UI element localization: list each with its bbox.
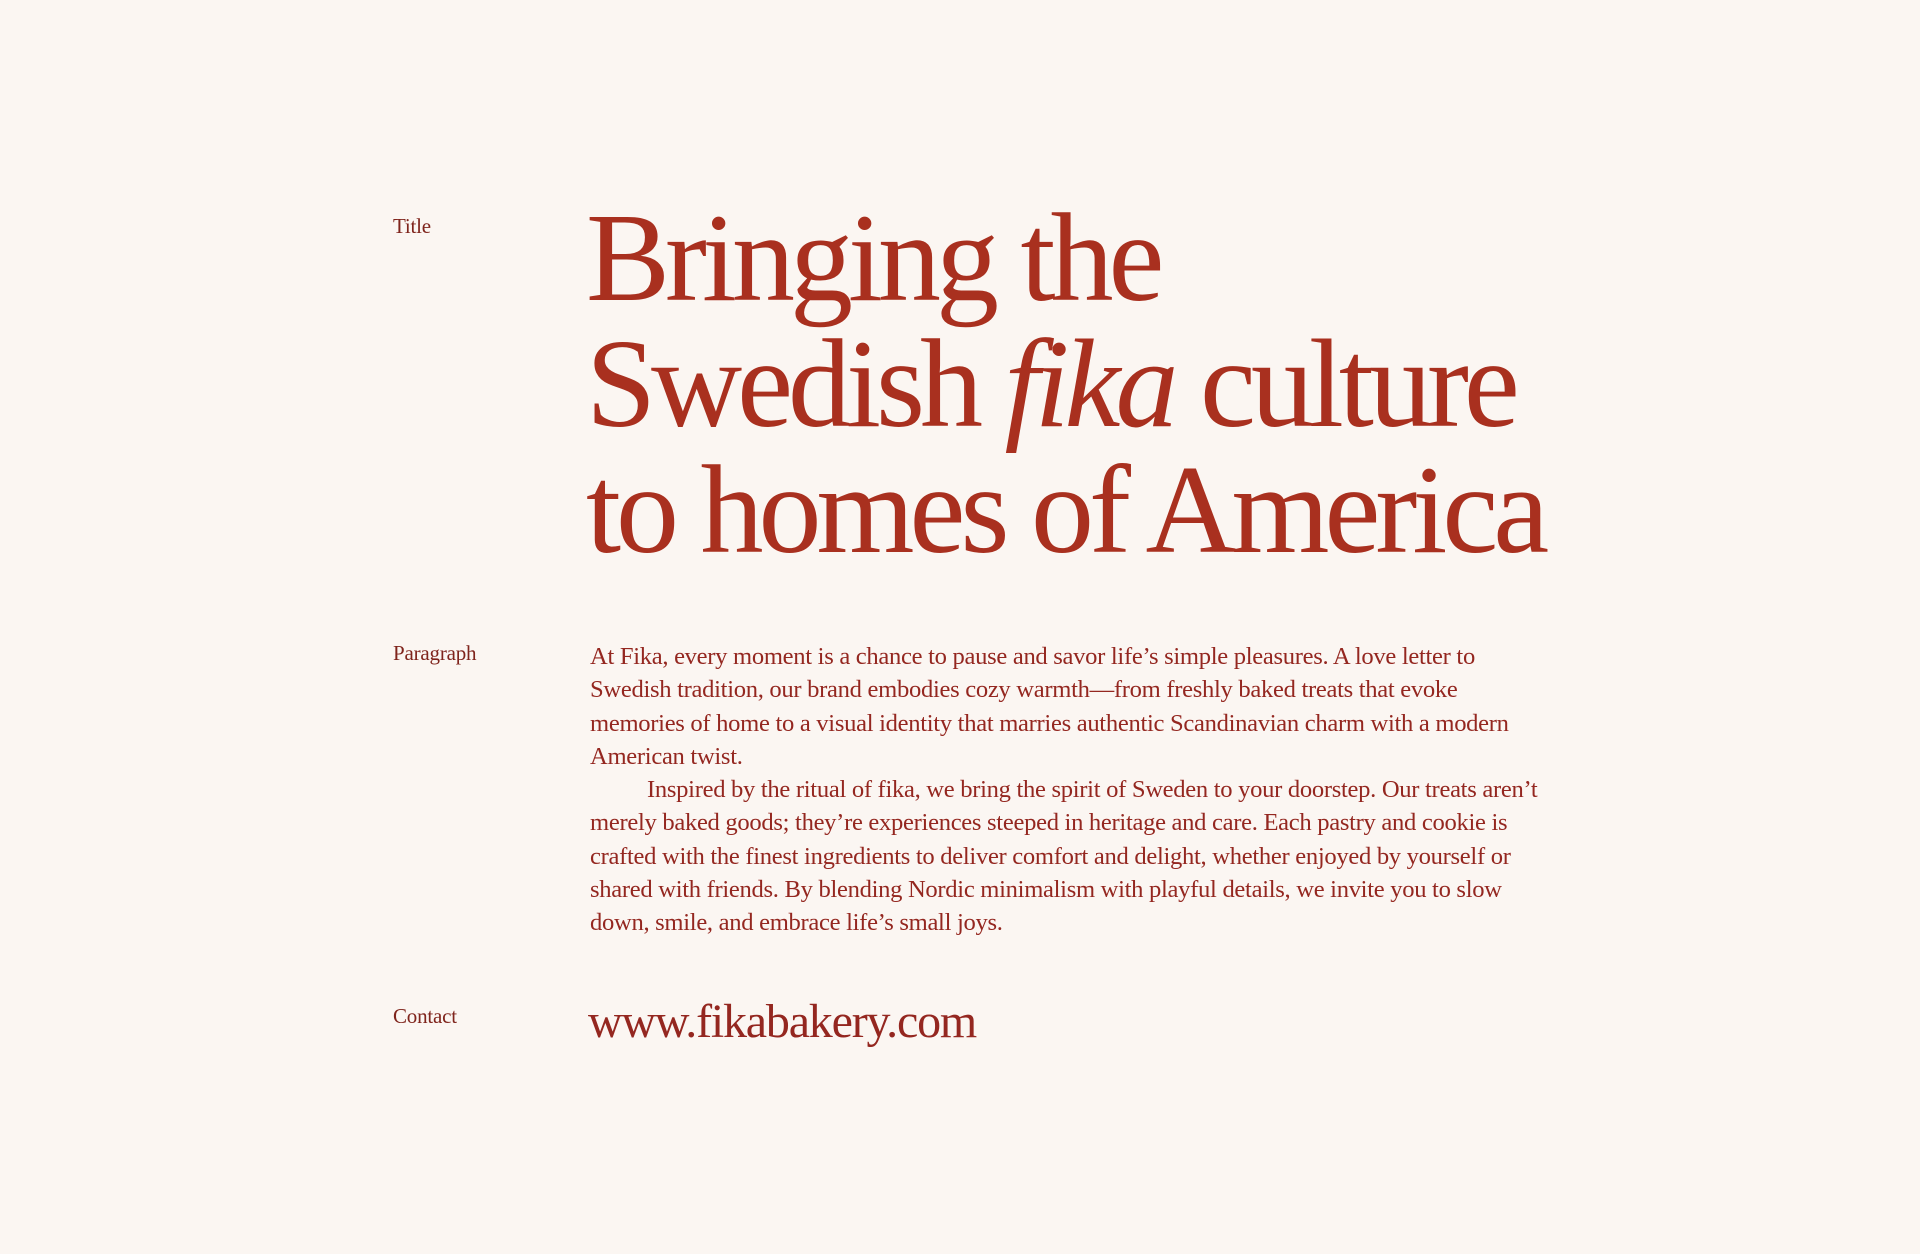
section-label-title: Title xyxy=(393,214,431,238)
body-paragraphs xyxy=(590,640,1550,940)
contact-url-link[interactable]: www.fikabakery.com xyxy=(588,995,977,1048)
headline xyxy=(586,189,1586,580)
headline-line-2 xyxy=(586,315,1586,454)
headline-line-1: Bringing the xyxy=(586,189,1160,328)
headline-fika-word: fika xyxy=(1004,315,1174,454)
headline-line-2-start: Swedish xyxy=(586,315,1005,454)
headline-line-2-end: culture xyxy=(1173,315,1515,454)
section-label-contact: Contact xyxy=(393,1004,457,1028)
paragraph-1: At Fika, every moment is a chance to pause and savor life’s simple pleasures. A love letter to Swedish tradition, our brand embodies cozy warmth—from freshly baked treats that evoke memories of home to a visual identity that marries authentic Scandinavian charm with a modern American twist. xyxy=(590,643,1509,770)
paragraph-2: Inspired by the ritual of fika, we bring the spirit of Sweden to your doorstep. Our treats aren’t merely baked goods; they’re experiences steeped in heritage and care. Each pastry and cookie is crafted with the finest ingredients to deliver comfort and delight, whether enjoyed by yourself or shared with friends. By blending Nordic minimalism with playful details, we invite you to slow down, smile, and embrace life’s small joys. xyxy=(590,776,1538,937)
section-label-paragraph: Paragraph xyxy=(393,641,477,665)
headline-line-3: to homes of America xyxy=(586,441,1545,580)
